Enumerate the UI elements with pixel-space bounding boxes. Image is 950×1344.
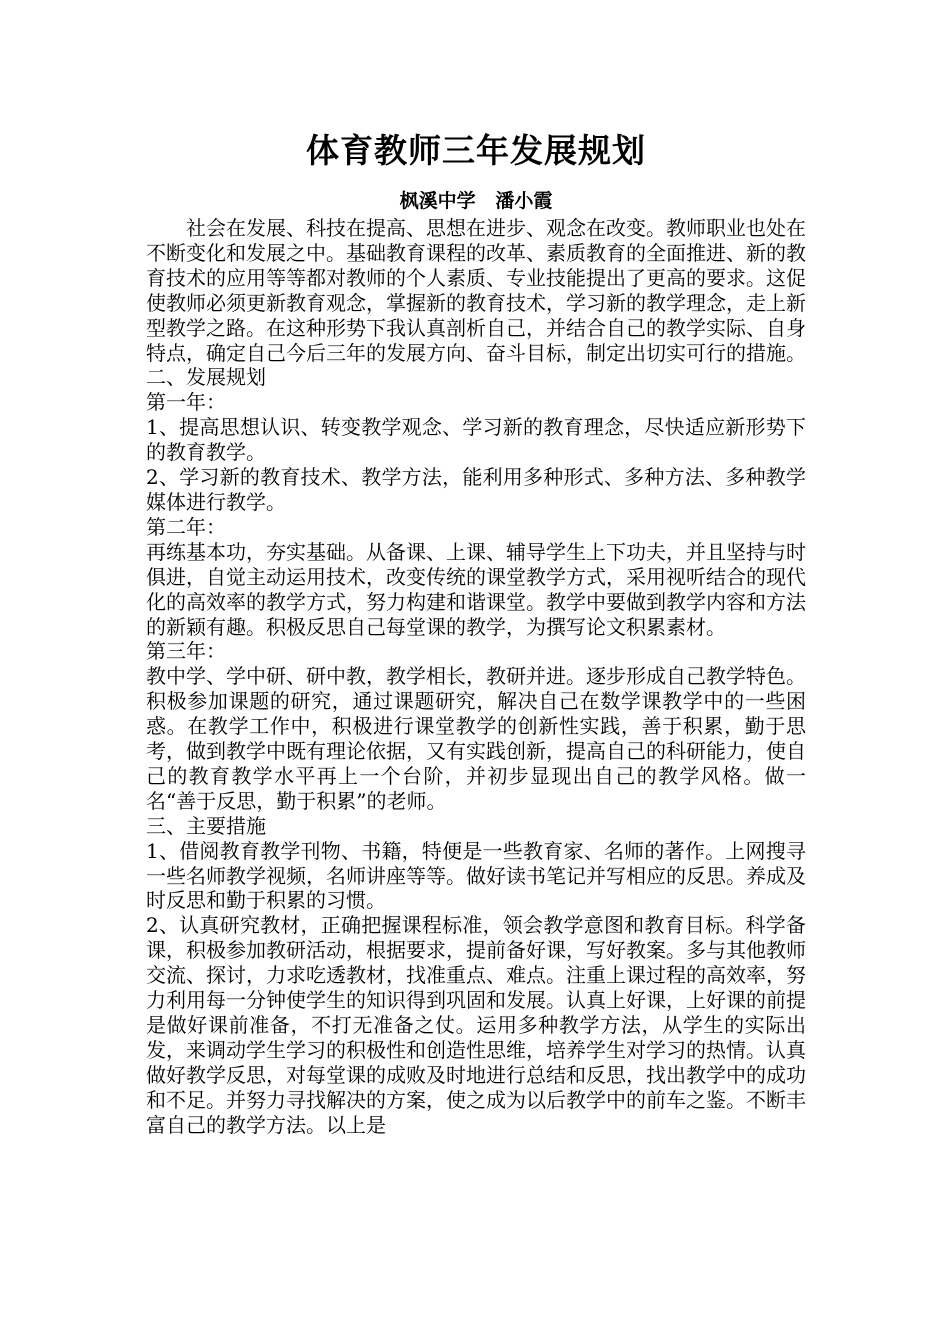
year-two-heading: 第二年： bbox=[146, 514, 226, 539]
section-heading-plan: 二、发展规划 bbox=[146, 365, 266, 390]
document-body bbox=[146, 128, 806, 1138]
document-title: 体育教师三年发展规划 bbox=[306, 131, 646, 170]
intro-paragraph: 社会在发展、科技在提高、思想在进步、观念在改变。教师职业也处在不断变化和发展之中。基础教育课程的改革、素质教育的全面推进、新的教育技术的应用等等都对教师的个人素质、专业技能提出了更高的要求。这促使教师必须更新教育观念，掌握新的教育技术，学习新的教学理念，走上新型教学之路。在这种形势下我认真剖析自己，并结合自己的教学实际、自身特点，确定自己今后三年的发展方向、奋斗目标，制定出切实可行的措施。 bbox=[146, 216, 806, 365]
year-three-paragraph: 教中学、学中研、研中教，教学相长，教研并进。逐步形成自己教学特色。积极参加课题的研究，通过课题研究，解决自己在数学课教学中的一些困惑。在教学工作中，积极进行课堂教学的创新性实践，善于积累，勤于思考，做到教学中既有理论依据，又有实践创新，提高自己的科研能力，使自己的教育教学水平再上一个台阶，并初步显现出自己的教学风格。做一名“善于反思，勤于积累”的老师。 bbox=[146, 664, 806, 813]
document-author: 枫溪中学 潘小霞 bbox=[399, 190, 553, 212]
year-one-heading: 第一年： bbox=[146, 390, 226, 415]
measure-item-2: 2、认真研究教材，正确把握课程标准，领会教学意图和教育目标。科学备课，积极参加教研活动，根据要求，提前备好课，写好教案。多与其他教师交流、探讨，力求吃透教材，找准重点、难点。注重上课过程的高效率，努力利用每一分钟使学生的知识得到巩固和发展。认真上好课，上好课的前提是做好课前准备，不打无准备之仗。运用多种教学方法，从学生的实际出发，来调动学生学习的积极性和创造性思维，培养学生对学习的热情。认真做好教学反思，对每堂课的成败及时地进行总结和反思，找出教学中的成功和不足。并努力寻找解决的方案，使之成为以后教学中的前车之鉴。不断丰富自己的教学方法。以上是 bbox=[146, 913, 806, 1137]
section-heading-measures: 三、主要措施 bbox=[146, 813, 266, 838]
year-three-heading: 第三年： bbox=[146, 639, 226, 664]
measure-item-1: 1、借阅教育教学刊物、书籍，特便是一些教育家、名师的著作。上网搜寻一些名师教学视频，名师讲座等等。做好读书笔记并写相应的反思。养成及时反思和勤于积累的习惯。 bbox=[146, 838, 806, 913]
year-two-paragraph: 再练基本功，夯实基础。从备课、上课、辅导学生上下功夫，并且坚持与时俱进，自觉主动运用技术，改变传统的课堂教学方式，采用视听结合的现代化的高效率的教学方式，努力构建和谐课堂。教学中要做到教学内容和方法的新颖有趣。积极反思自己每堂课的教学，为撰写论文积累素材。 bbox=[146, 539, 806, 639]
year-one-item-2: 2、学习新的教育技术、教学方法，能利用多种形式、多种方法、多种教学媒体进行教学。 bbox=[146, 465, 806, 514]
document-content bbox=[146, 216, 806, 1138]
year-one-item-1: 1、提高思想认识、转变教学观念、学习新的教育理念，尽快适应新形势下的教育教学。 bbox=[146, 415, 806, 465]
